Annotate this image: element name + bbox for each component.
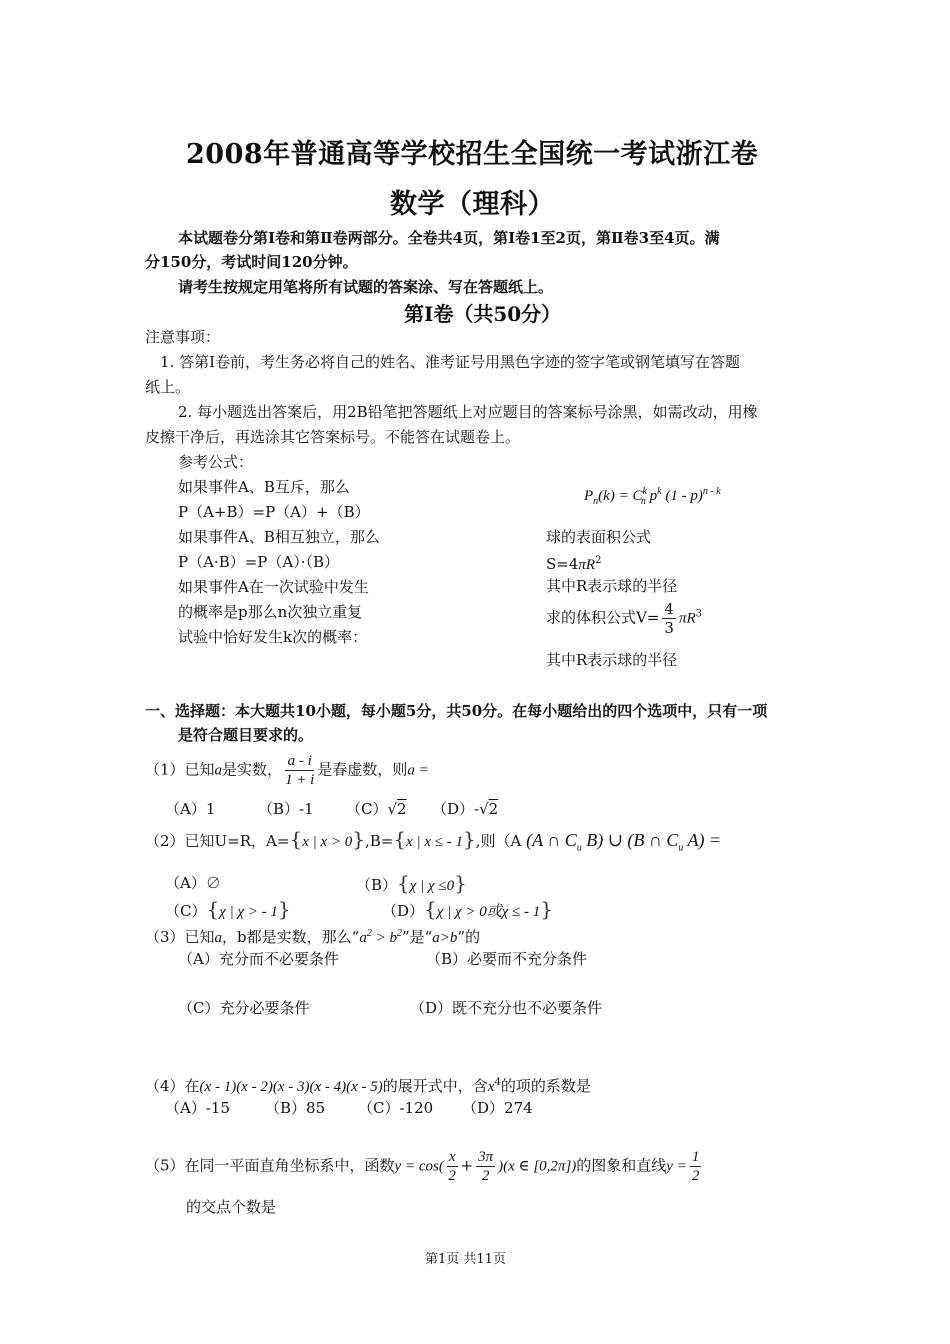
exam-subtitle: 数学（理科） xyxy=(390,189,555,220)
note-2-line-1: 2. 每小题选出答案后，用2B铅笔把答题纸上对应题目的答案标号涂黑，如需改动，用橡 xyxy=(178,403,758,421)
sphere-radius-note-2: 其中R表示球的半径 xyxy=(546,651,678,669)
q3-option-c: （C）充分必要条件 xyxy=(178,999,310,1017)
q2-option-a: （A）∅ xyxy=(165,874,221,892)
sphere-radius-note-1: 其中R表示球的半径 xyxy=(546,577,678,595)
formula-left-4: P（A·B）=P（A）·（B） xyxy=(178,553,340,571)
q4-option-c: （C）-120 xyxy=(358,1099,434,1117)
question-5: （5）在同一平面直角坐标系中，函数y = cos( $\frac{x}{2}$ + $\frac{3\pi}{2}$ )(x ∈ [0,2π])的图象和直线y = $\frac{1}{2}$ xyxy=(145,1149,700,1184)
note-2-line-2: 皮擦干净后，再选涂其它答案标号。不能答在试题卷上。 xyxy=(145,428,521,446)
q1-option-c: （C）√2 xyxy=(346,800,407,818)
sphere-area-formula: $S=4\pi R^2$ xyxy=(546,555,602,573)
formula-heading: 参考公式： xyxy=(178,453,254,471)
formula-left-2: P（A+B）=P（A）+（B） xyxy=(178,503,370,521)
q4-option-b: （B）85 xyxy=(265,1099,326,1117)
intro-line-2: 分150分，考试时间120分钟。 xyxy=(145,253,358,271)
q4-option-d: （D）274 xyxy=(462,1099,533,1117)
question-5-line-2: 的交点个数是 xyxy=(186,1198,277,1216)
intro-line-3: 请考生按规定用笔将所有试题的答案涂、写在答题纸上。 xyxy=(178,278,554,296)
q2-option-c: （C）{χ | χ > - 1} xyxy=(165,897,291,921)
q3-option-b: （B）必要而不充分条件 xyxy=(426,950,588,968)
q3-option-d: （D）既不充分也不必要条件 xyxy=(410,999,603,1017)
q1-option-d: （D）-√2 xyxy=(432,800,499,818)
q1-option-b: （B）-1 xyxy=(258,800,314,818)
question-4: （4）在(x - 1)(x - 2)(x - 3)(x - 4)(x - 5)的展开式中，含$x^4$的项的系数是 xyxy=(145,1077,591,1095)
binomial-formula: $P_n(k) = C^k_n$ $p^k$ (1 - p)$^{n - k}$ xyxy=(584,486,721,507)
formula-left-1: 如果事件A、B互斥，那么 xyxy=(178,478,350,496)
q2-option-b: （B）{χ | χ ≤0} xyxy=(356,871,467,895)
sphere-area-label: 球的表面积公式 xyxy=(546,528,652,546)
q4-option-a: （A）-15 xyxy=(165,1099,230,1117)
question-2: （2）已知U=R，A={x | x > 0},B={x | x ≤ - 1},则（A (A ∩ $C_u$ B) ∪ (B ∩ $C_u$ A) = xyxy=(145,827,722,854)
intro-line-1: 本试题卷分第Ⅰ卷和第Ⅱ卷两部分。全卷共4页，第Ⅰ卷1至2页，第Ⅱ卷3至4页。满 xyxy=(178,229,720,247)
q3-option-a: （A）充分而不必要条件 xyxy=(178,950,339,968)
exam-title: 2008年普通高等学校招生全国统一考试浙江卷 xyxy=(186,139,759,170)
section-title: 第Ⅰ卷（共50分） xyxy=(404,302,562,326)
page-footer: 第1页 共11页 xyxy=(425,1252,506,1267)
q1-option-a: （A）1 xyxy=(165,800,216,818)
notes-heading: 注意事项： xyxy=(145,328,221,346)
q2-option-d: （D）{χ | χ > 0或χ ≤ - 1} xyxy=(382,897,554,921)
formula-left-7: 试验中恰好发生k次的概率： xyxy=(178,628,368,646)
question-3: （3）已知a，b都是实数，那么“$a^2 > b^2$”是“a>b”的 xyxy=(145,928,481,946)
formula-left-3: 如果事件A、B相互独立，那么 xyxy=(178,528,380,546)
sphere-volume-formula: 求的体积公式V= $\frac{4}{3}$ $\pi R^3$ xyxy=(546,600,703,637)
part1-heading-line-1: 一、选择题：本大题共10小题，每小题5分，共50分。在每小题给出的四个选项中，只有一项 xyxy=(145,702,768,720)
part1-heading-line-2: 是符合题目要求的。 xyxy=(178,726,314,744)
note-1-line-2: 纸上。 xyxy=(145,378,191,396)
question-1: （1）已知a是实数， $\frac{a - i}{1 + i}$ 是春虚数，则a = xyxy=(145,753,429,788)
note-1-line-1: 1. 答第Ⅰ卷前，考生务必将自己的姓名、准考证号用黑色字迹的签字笔或钢笔填写在答题 xyxy=(160,353,741,371)
formula-left-6: 的概率是p那么n次独立重复 xyxy=(178,603,363,621)
formula-left-5: 如果事件A在一次试验中发生 xyxy=(178,578,369,596)
